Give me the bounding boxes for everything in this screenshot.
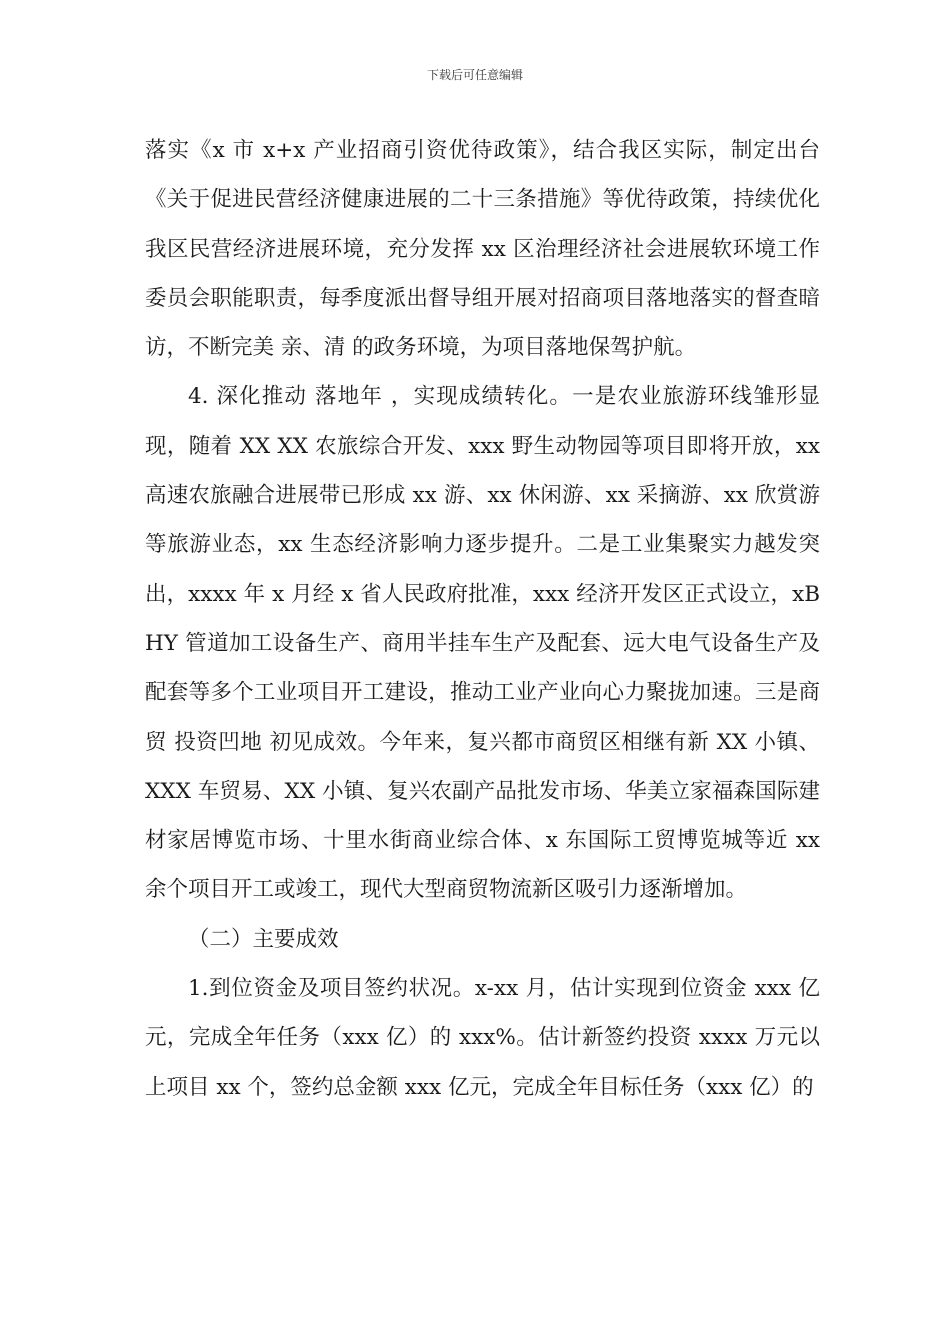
section-heading-main-results: （二）主要成效 xyxy=(188,926,339,952)
document-body xyxy=(145,126,820,1112)
paragraph-policy: 落实《x 市 x+x 产业招商引资优待政策》，结合我区实际，制定出台《关于促进民营经济健康进展的二十三条措施》等优待政策，持续优化我区民营经济进展环境，充分发挥 xx 区治理经济社会进展软环境工作委员会职能职责，每季度派出督导组开展对招商项目落地落实的督查暗访，不断完美 亲、清 的政务环境，为项目落地保驾护航。 xyxy=(145,138,820,361)
header-note: 下载后可任意编辑 xyxy=(426,68,523,82)
paragraph-landing-year: 4. 深化推动 落地年 ，实现成绩转化。一是农业旅游环线雏形显现，随着 XX XX 农旅综合开发、xxx 野生动物园等项目即将开放，xx 高速农旅融合进展带已形成 xx 游、xx 休闲游、xx 采摘游、xx 欣赏游等旅游业态，xx 生态经济影响力逐步提升。二是工业集聚实力越发突出，xxxx 年 x 月经 x 省人民政府批准，xxx 经济开发区正式设立，xBHY 管道加工设备生产、商用半挂车生产及配套、远大电气设备生产及配套等多个工业项目开工建设，推动工业产业向心力聚拢加速。三是商贸 投资凹地 初见成效。今年来，复兴都市商贸区相继有新 XX 小镇、XXX 车贸易、XX 小镇、复兴农副产品批发市场、华美立家福森国际建材家居博览市场、十里水街商业综合体、x 东国际工贸博览城等近 xx 余个项目开工或竣工，现代大型商贸物流新区吸引力逐渐增加。 xyxy=(145,384,820,903)
paragraph-funding-status: 1.到位资金及项目签约状况。x-xx 月，估计实现到位资金 xxx 亿元，完成全年任务（xxx 亿）的 xxx%。估计新签约投资 xxxx 万元以上项目 xx 个，签约总金额 xxx 亿元，完成全年目标任务（xxx 亿）的 xyxy=(145,976,820,1100)
